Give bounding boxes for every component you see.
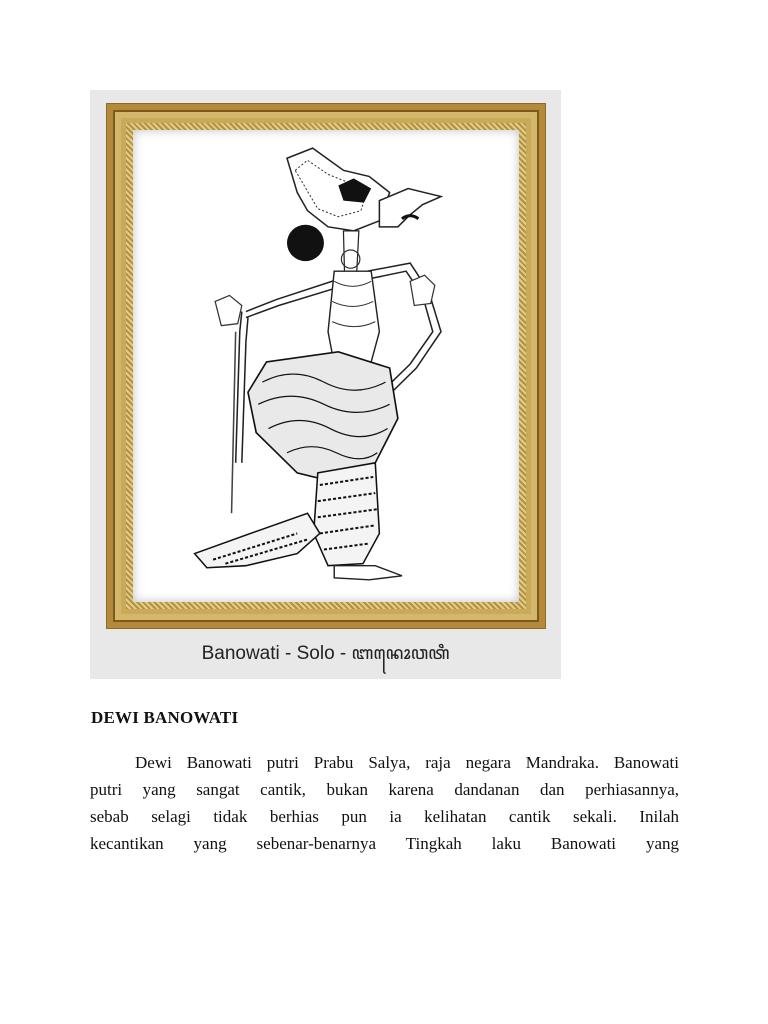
wayang-puppet-drawing xyxy=(133,130,519,602)
frame-ornament xyxy=(121,118,531,614)
article-line: putri yang sangat cantik, bukan karena dandanan dan perhiasannya, xyxy=(90,780,679,799)
article-line: Dewi Banowati putri Prabu Salya, raja negara Mandraka. Banowati xyxy=(135,753,679,772)
figure-panel xyxy=(90,90,561,679)
article-line: kecantikan yang sebenar-benarnya Tingkah laku Banowati yang xyxy=(90,834,679,853)
picture-frame xyxy=(107,104,545,628)
article-title: DEWI BANOWATI xyxy=(91,708,239,727)
wayang-illustration xyxy=(133,130,519,602)
caption-javanese-script: ꦧꦤꦺꦴꦮꦠꦶ xyxy=(351,643,450,664)
caption-text: Banowati - Solo - xyxy=(201,643,352,664)
figure-caption xyxy=(90,640,561,676)
article-body xyxy=(90,749,679,857)
article-line: sebab selagi tidak berhias pun ia kelihatan cantik sekali. Inilah xyxy=(90,807,679,826)
